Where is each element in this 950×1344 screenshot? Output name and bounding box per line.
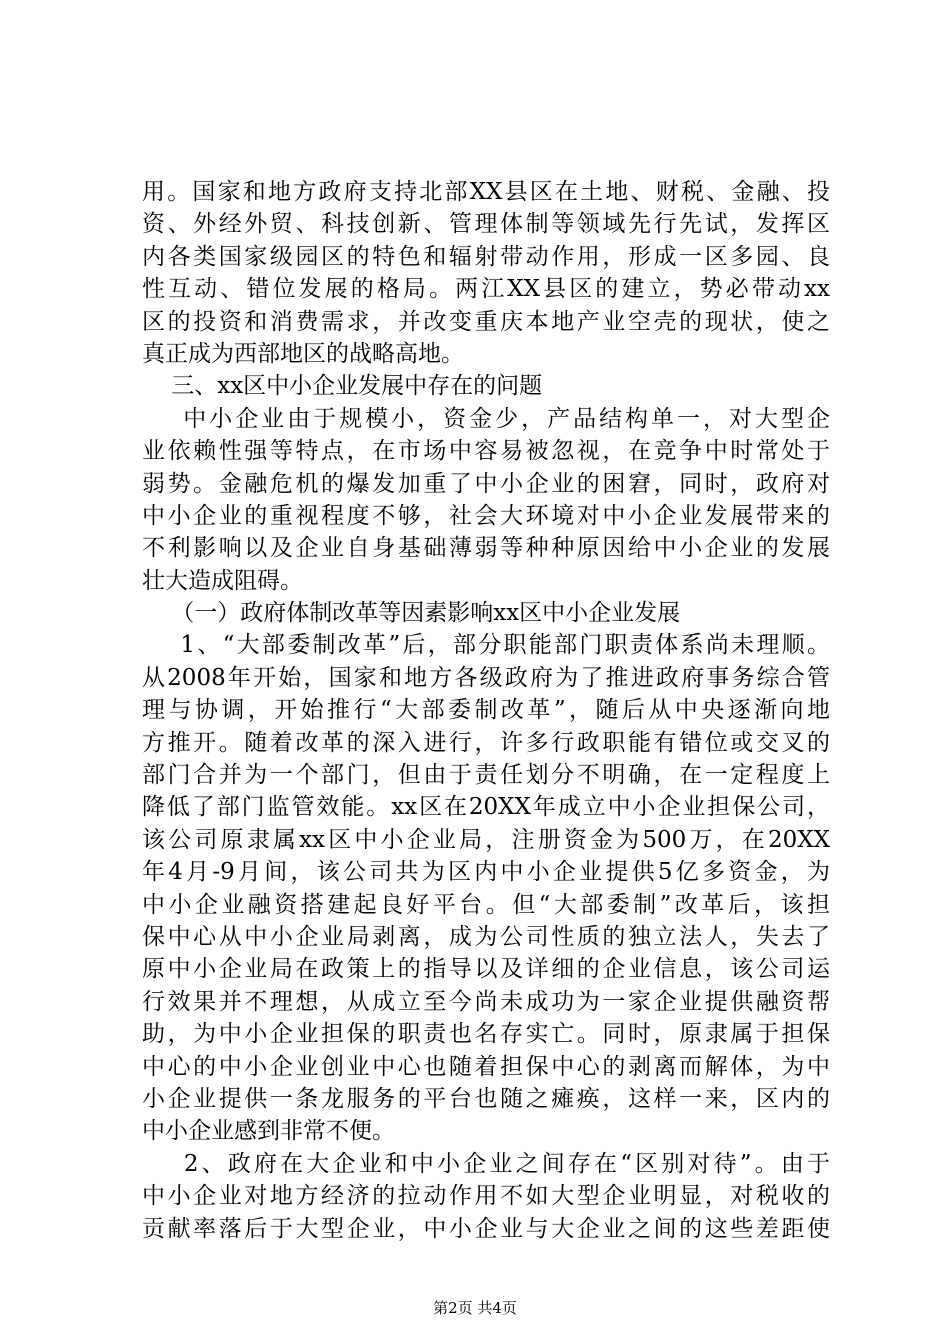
text-line: 中小企业由于规模小，资金少，产品结构单一，对大型企 bbox=[142, 405, 830, 432]
text-line: 性互动、错位发展的格局。两江XX县区的建立，势必带动xx bbox=[142, 276, 830, 303]
document-body bbox=[142, 176, 830, 1245]
section-heading: 三、xx区中小企业发展中存在的问题 bbox=[142, 373, 543, 400]
text-line: 中小企业融资搭建起良好平台。但“大部委制”改革后，该担 bbox=[142, 891, 830, 918]
text-line: 中心的中小企业创业中心也随着担保中心的剥离而解体，为中 bbox=[142, 1053, 830, 1080]
text-line: 行效果并不理想，从成立至今尚未成功为一家企业提供融资帮 bbox=[142, 988, 830, 1015]
text-line: 从2008年开始，国家和地方各级政府为了推进政府事务综合管 bbox=[142, 664, 830, 691]
text-line: 小企业提供一条龙服务的平台也随之瘫痪，这样一来，区内的 bbox=[142, 1085, 830, 1112]
text-line: 内各类国家级园区的特色和辐射带动作用，形成一区多园、良 bbox=[142, 243, 830, 270]
page-footer bbox=[0, 1298, 950, 1318]
text-line: 该公司原隶属xx区中小企业局，注册资金为500万，在20XX bbox=[142, 826, 830, 853]
text-line: 真正成为西部地区的战略高地。 bbox=[142, 340, 464, 367]
text-line: 壮大造成阻碍。 bbox=[142, 567, 303, 594]
text-line: 中小企业对地方经济的拉动作用不如大型企业明显，对税收的 bbox=[142, 1183, 830, 1210]
text-line: 弱势。金融危机的爆发加重了中小企业的困窘，同时，政府对 bbox=[142, 470, 830, 497]
text-line: 助，为中小企业担保的职责也名存实亡。同时，原隶属于担保 bbox=[142, 1021, 830, 1048]
text-line: 年4月-9月间，该公司共为区内中小企业提供5亿多资金，为 bbox=[142, 859, 830, 886]
text-line: 中小企业的重视程度不够，社会大环境对中小企业发展带来的 bbox=[142, 502, 830, 529]
text-line: 业依赖性强等特点，在市场中容易被忽视，在竞争中时常处于 bbox=[142, 438, 830, 465]
text-line: 用。国家和地方政府支持北部XX县区在土地、财税、金融、投 bbox=[142, 179, 830, 205]
text-line: 原中小企业局在政策上的指导以及详细的企业信息，该公司运 bbox=[142, 956, 830, 983]
text-line: 贡献率落后于大型企业，中小企业与大企业之间的这些差距使 bbox=[142, 1215, 830, 1242]
text-line: 1、“大部委制改革”后，部分职能部门职责体系尚未理顺。 bbox=[142, 632, 830, 659]
text-line: 降低了部门监管效能。xx区在20XX年成立中小企业担保公司， bbox=[142, 794, 830, 821]
text-line: 保中心从中小企业局剥离，成为公司性质的独立法人，失去了 bbox=[142, 923, 830, 950]
text-line: 中小企业感到非常不便。 bbox=[142, 1118, 395, 1145]
text-line: 部门合并为一个部门，但由于责任划分不明确，在一定程度上 bbox=[142, 762, 830, 789]
page-number-label: 第2页 共4页 bbox=[433, 1299, 517, 1317]
text-line: 理与协调，开始推行“大部委制改革”，随后从中央逐渐向地 bbox=[142, 697, 830, 724]
text-line: 资、外经外贸、科技创新、管理体制等领域先行先试，发挥区 bbox=[142, 211, 830, 238]
text-line: 2、政府在大企业和中小企业之间存在“区别对待”。由于 bbox=[142, 1150, 830, 1177]
subsection-heading: （一）政府体制改革等因素影响xx区中小企业发展 bbox=[142, 600, 681, 627]
text-line: 不利影响以及企业自身基础薄弱等种种原因给中小企业的发展 bbox=[142, 535, 830, 562]
text-line: 区的投资和消费需求，并改变重庆本地产业空壳的现状，使之 bbox=[142, 308, 830, 335]
text-line: 方推开。随着改革的深入进行，许多行政职能有错位或交叉的 bbox=[142, 729, 830, 756]
